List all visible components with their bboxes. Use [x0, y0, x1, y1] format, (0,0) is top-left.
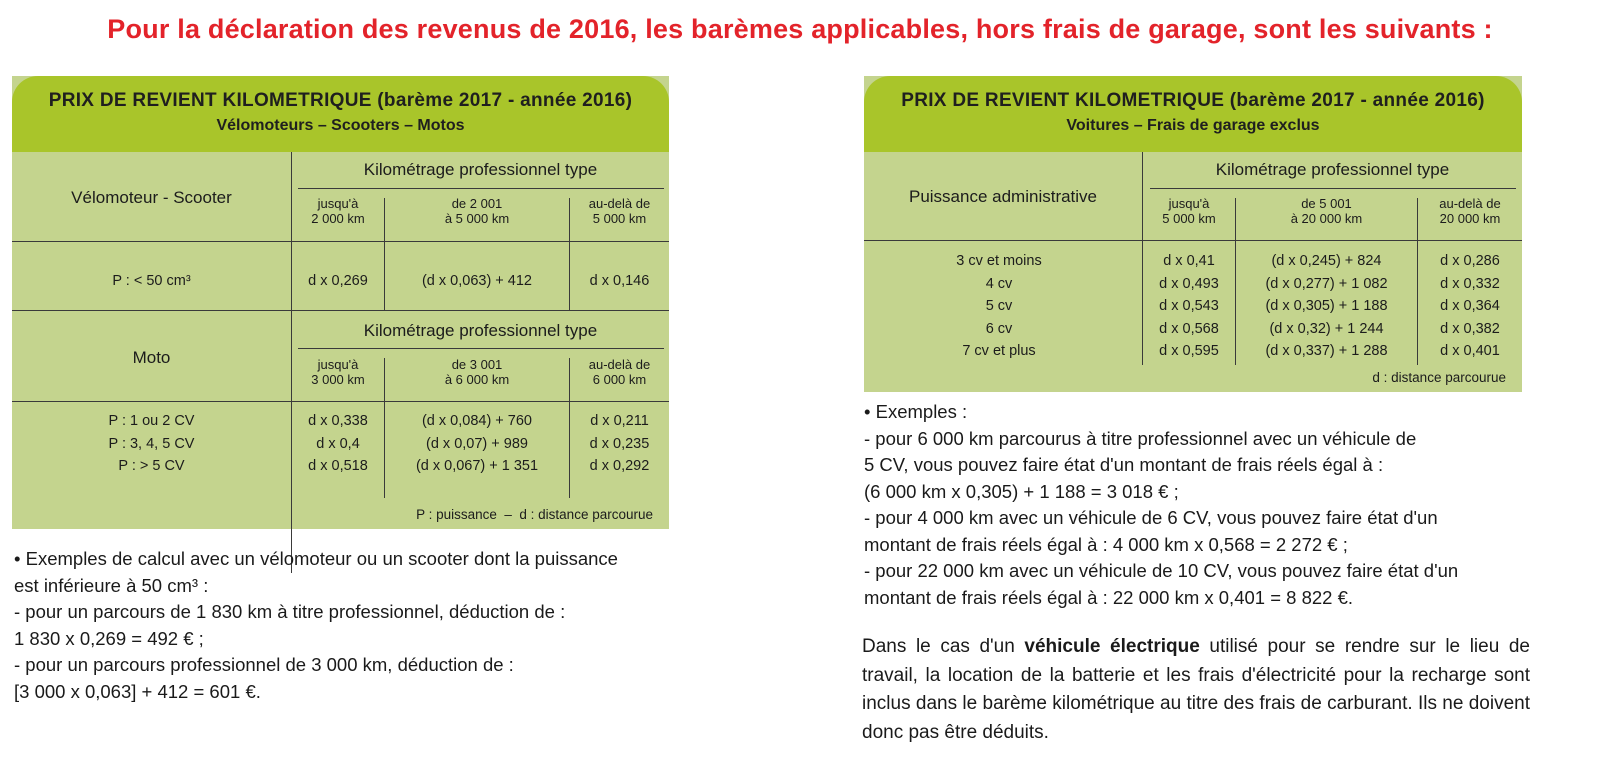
example-line: • Exemples de calcul avec un vélomoteur ou un scooter dont la puissance [14, 548, 618, 569]
table-cell: P : < 50 cm³ [112, 273, 191, 289]
left-table-subtitle: Vélomoteurs – Scooters – Motos [216, 117, 465, 134]
example-line: 1 830 x 0,269 = 492 € ; [14, 627, 204, 649]
left-divider [12, 401, 669, 402]
column-header: jusqu'à 5 000 km [1162, 196, 1216, 226]
left-table-header [12, 76, 669, 152]
example-line: montant de frais réels égal à : 22 000 km x 0,401 = 8 822 €. [864, 586, 1354, 608]
list-item: 4 cv [985, 275, 1013, 292]
example-line: est inférieure à 50 cm³ : [14, 574, 209, 596]
list-item: P : 3, 4, 5 CV [108, 435, 195, 452]
example-line: - pour un parcours de 1 830 km à titre professionnel, déduction de : [14, 601, 566, 622]
right-divider [864, 240, 1522, 241]
example-line: - pour un parcours professionnel de 3 000 km, déduction de : [14, 654, 514, 675]
table-cell: d x 0,493 [1159, 275, 1219, 292]
list-item: 3 cv et moins [956, 253, 1042, 269]
column-header: au-delà de 6 000 km [588, 357, 651, 387]
table-cell: d x 0,41 [1163, 253, 1215, 269]
note-text: Dans le cas d'un [862, 636, 1025, 657]
right-table-title: PRIX DE REVIENT KILOMETRIQUE (barème 2017 - année 2016) [901, 90, 1485, 111]
group-header-km: Kilométrage professionnel type [363, 160, 598, 179]
example-line: • Exemples : [864, 401, 968, 422]
group-header-km: Kilométrage professionnel type [363, 321, 598, 340]
example-line: - pour 4 000 km avec un véhicule de 6 CV, vous pouvez faire état d'un [864, 507, 1438, 528]
table-cell: d x 0,518 [308, 458, 368, 474]
column-header: de 2 001 à 5 000 km [444, 196, 510, 226]
table-cell: (d x 0,063) + 412 [421, 273, 533, 289]
left-divider [12, 241, 669, 242]
table-cell: d x 0,338 [308, 413, 368, 429]
table-cell: d x 0,568 [1159, 320, 1219, 337]
example-line: 5 CV, vous pouvez faire état d'un montant de frais réels égal à : [864, 454, 1384, 475]
left-divider [298, 348, 664, 349]
table-cell: d x 0,382 [1440, 320, 1500, 337]
table-cell: (d x 0,245) + 824 [1271, 253, 1382, 269]
column-header: de 5 001 à 20 000 km [1290, 196, 1363, 226]
table-footnote: P : puissance – d : distance parcourue [416, 507, 653, 522]
row-header-moto: Moto [132, 348, 171, 367]
left-table-title: PRIX DE REVIENT KILOMETRIQUE (barème 2017 - année 2016) [48, 90, 633, 111]
table-cell: d x 0,364 [1440, 298, 1500, 314]
electric-vehicle-note [862, 633, 1530, 747]
column-header: jusqu'à 3 000 km [311, 357, 365, 387]
column-values [570, 410, 669, 478]
column-header: au-delà de 5 000 km [588, 196, 651, 226]
example-line: - pour 6 000 km parcourus à titre professionnel avec un véhicule de [864, 427, 1417, 449]
table-cell: d x 0,235 [589, 435, 650, 452]
left-divider [298, 188, 664, 189]
right-table-header [864, 76, 1522, 152]
example-line: (6 000 km x 0,305) + 1 188 = 3 018 € ; [864, 480, 1179, 502]
left-divider [12, 310, 669, 311]
table-cell: (d x 0,277) + 1 082 [1265, 275, 1388, 292]
table-cell: (d x 0,07) + 989 [426, 435, 528, 452]
table-cell: (d x 0,337) + 1 288 [1265, 343, 1388, 359]
column-values [1236, 250, 1417, 363]
example-line: montant de frais réels égal à : 4 000 km x 0,568 = 2 272 € ; [864, 533, 1348, 555]
row-header-velomoteur: Vélomoteur - Scooter [71, 188, 232, 207]
group-header-km: Kilométrage professionnel type [1215, 160, 1450, 179]
left-rate-table [12, 76, 669, 529]
table-cell: d x 0,146 [589, 273, 650, 289]
page-title: Pour la déclaration des revenus de 2016, les barèmes applicables, hors frais de garage, sont les suivants : [107, 14, 1493, 44]
right-rate-table [864, 76, 1522, 392]
column-values [385, 410, 569, 478]
row-labels [12, 410, 291, 478]
table-cell: d x 0,332 [1440, 275, 1500, 292]
right-table-subtitle: Voitures – Frais de garage exclus [1066, 117, 1320, 134]
table-cell: d x 0,292 [589, 458, 650, 474]
row-header-puissance: Puissance administrative [908, 187, 1098, 206]
table-cell: d x 0,543 [1159, 298, 1219, 314]
list-item: P : 1 ou 2 CV [108, 413, 195, 429]
right-examples [864, 399, 1584, 611]
list-item: 6 cv [985, 320, 1013, 337]
table-cell: (d x 0,32) + 1 244 [1269, 320, 1384, 337]
table-cell: (d x 0,067) + 1 351 [415, 458, 539, 474]
column-header: au-delà de 20 000 km [1439, 196, 1501, 226]
right-divider [1150, 188, 1516, 189]
list-item: 7 cv et plus [962, 343, 1036, 359]
table-cell: (d x 0,305) + 1 188 [1265, 298, 1388, 314]
table-cell: (d x 0,084) + 760 [421, 413, 533, 429]
example-line: [3 000 x 0,063] + 412 = 601 €. [14, 680, 261, 702]
column-values [1143, 250, 1235, 363]
left-examples [14, 546, 734, 705]
column-values [292, 410, 384, 478]
row-labels [864, 250, 1134, 363]
note-text: utilisé pour se rendre sur le lieu de travail, la location de la batterie et les frais d'électricité pour la recharge sont inclus dans le barème kilométrique au titre des frais de carburant. Ils ne doivent donc pas être déduits. [862, 636, 1531, 743]
table-cell: d x 0,286 [1440, 253, 1500, 269]
table-cell: d x 0,401 [1440, 343, 1500, 359]
example-line: - pour 22 000 km avec un véhicule de 10 CV, vous pouvez faire état d'un [864, 560, 1459, 581]
table-cell: d x 0,4 [316, 435, 360, 452]
note-emphasis: véhicule électrique [1024, 636, 1200, 657]
table-cell: d x 0,211 [590, 413, 649, 429]
table-footnote: d : distance parcourue [1372, 370, 1506, 385]
column-header: jusqu'à 2 000 km [311, 196, 365, 226]
column-values [1418, 250, 1522, 363]
list-item: 5 cv [985, 298, 1013, 314]
column-header: de 3 001 à 6 000 km [444, 357, 510, 387]
table-cell: d x 0,595 [1159, 343, 1219, 359]
list-item: P : > 5 CV [118, 458, 185, 474]
table-cell: d x 0,269 [308, 273, 368, 289]
